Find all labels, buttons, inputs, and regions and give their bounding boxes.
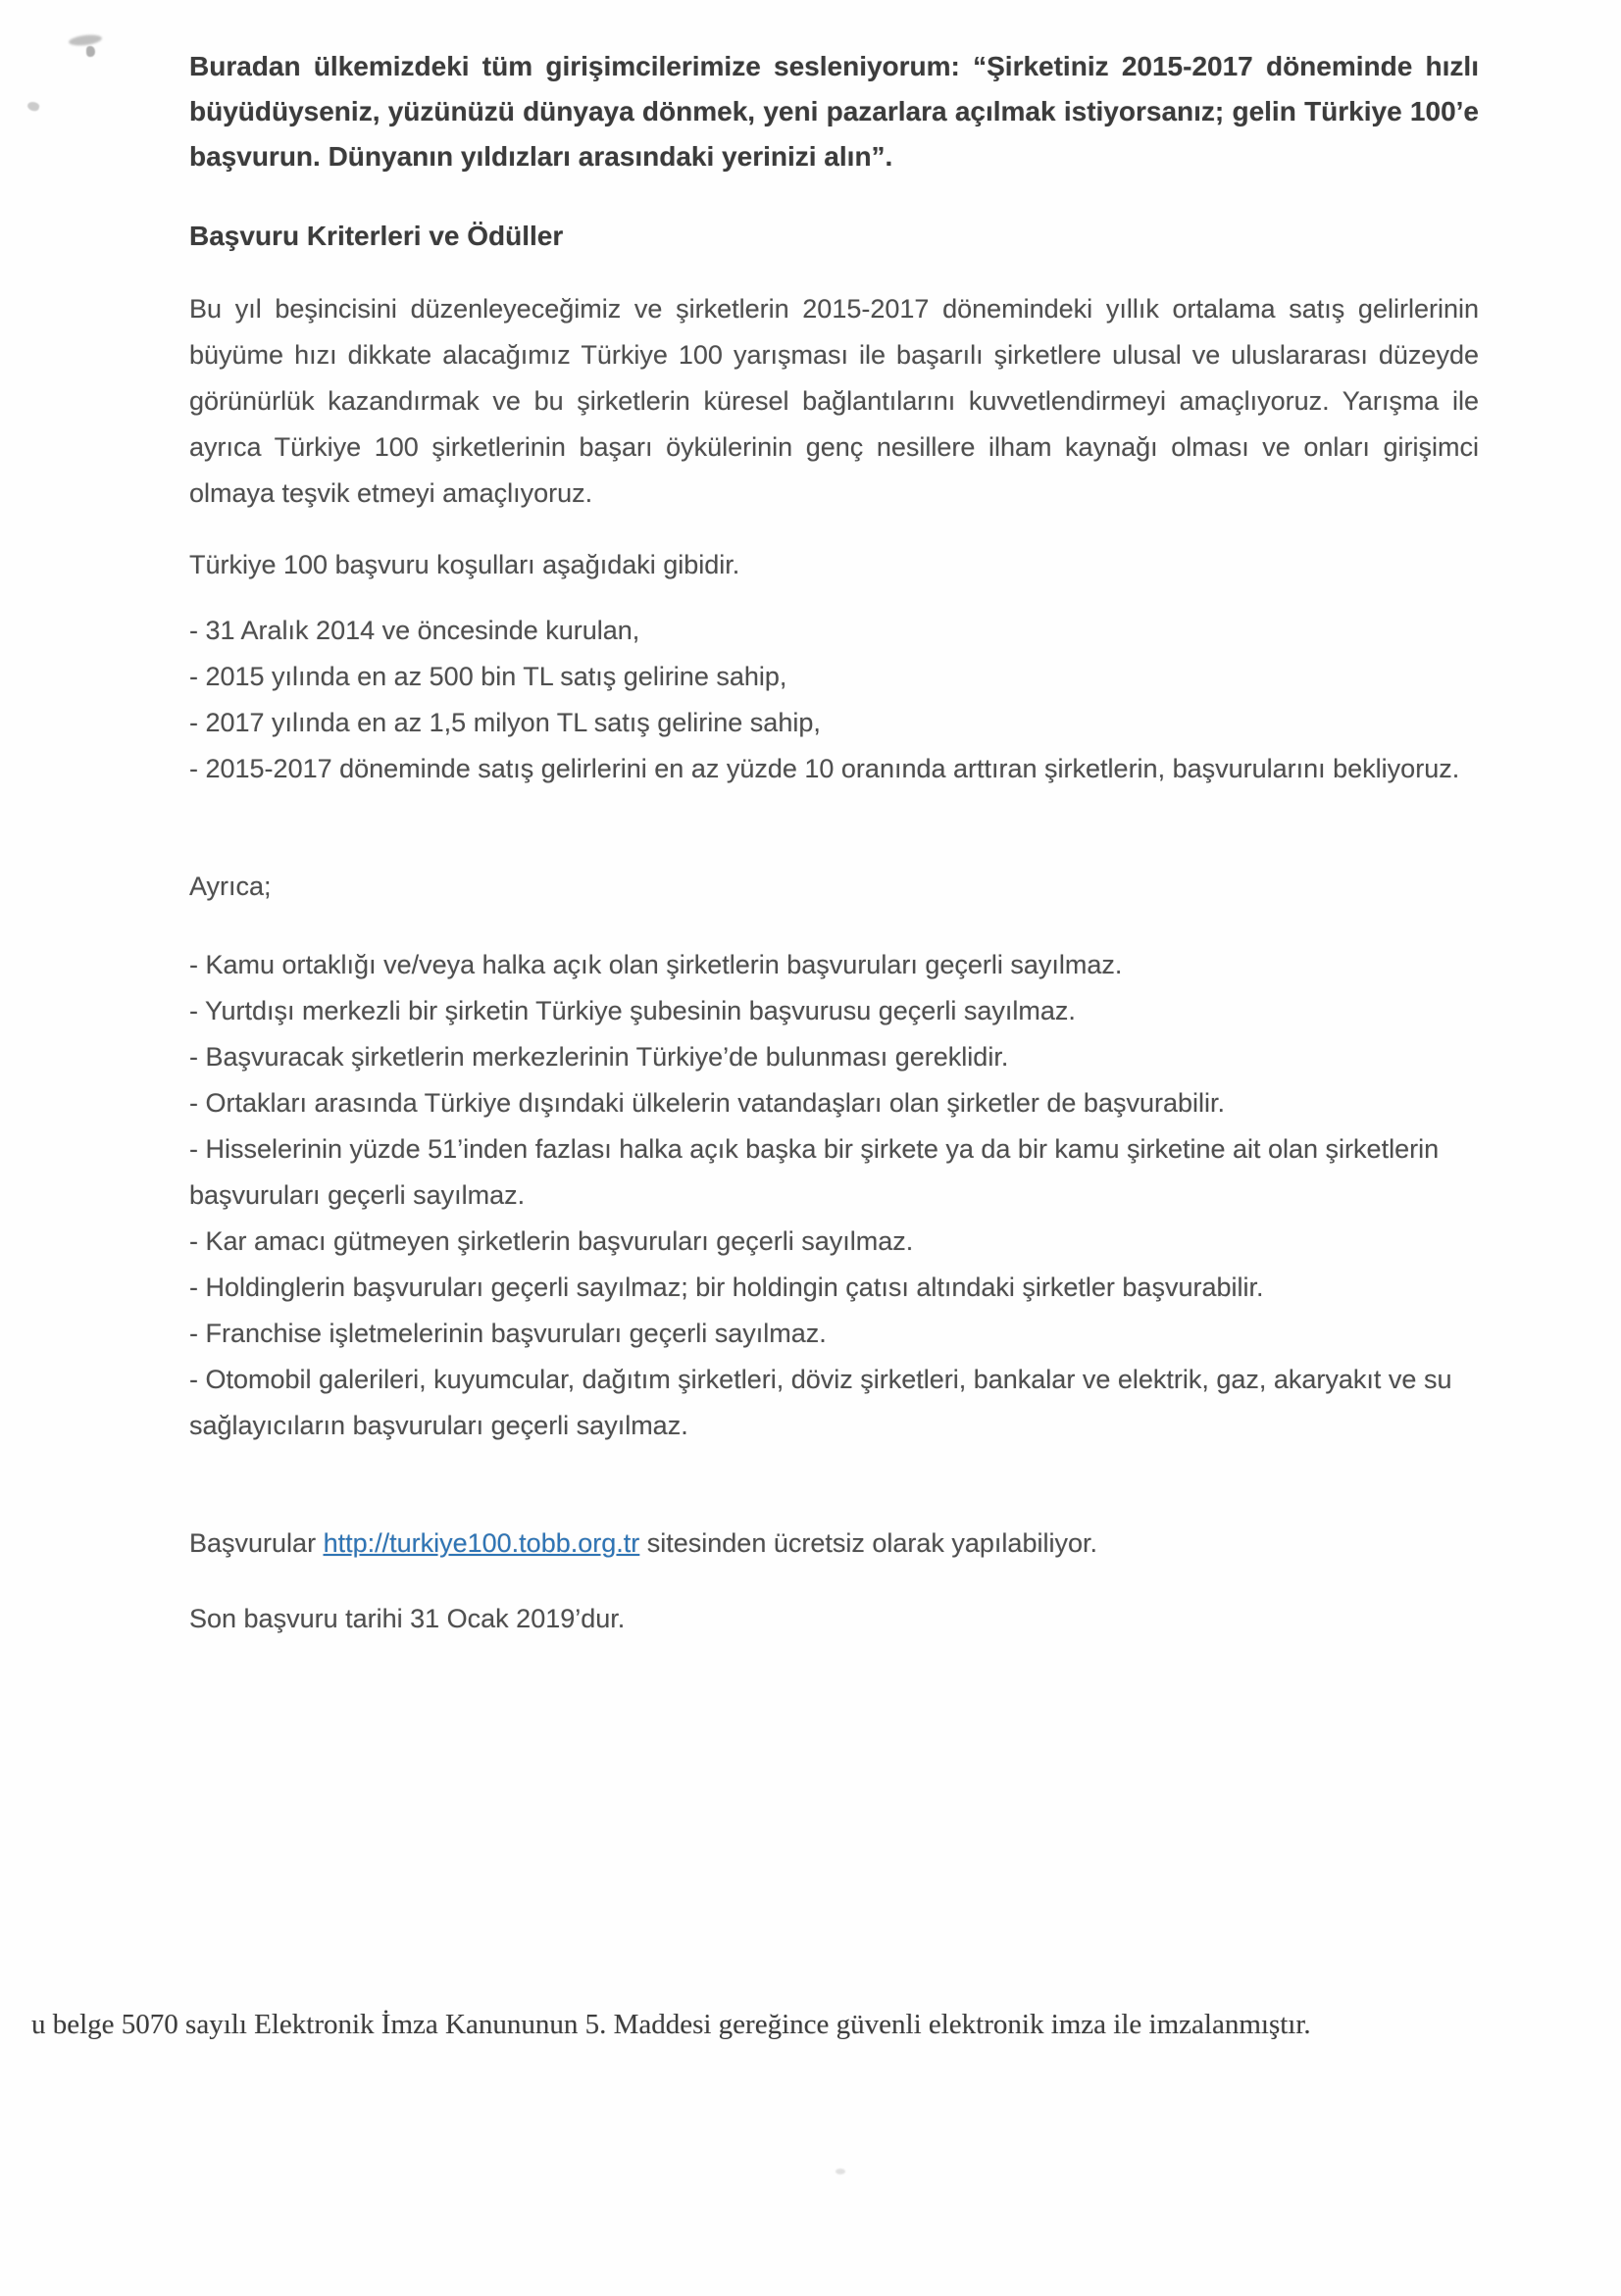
scan-artifact [69, 33, 103, 47]
rule-item: - Ortakları arasında Türkiye dışındaki ülkelerin vatandaşları olan şirketler de başvurabilir. [189, 1088, 1225, 1118]
additional-label: Ayrıca; [189, 872, 272, 901]
intro-paragraph: Buradan ülkemizdeki tüm girişimcilerimize sesleniyorum: “Şirketiniz 2015-2017 döneminde hızlı büyüdüyseniz, yüzünüzü dünyaya dönmek, yeni pazarlara açılmak istiyorsanız; gelin Türkiye 100’e başvurun. Dünyanın yıldızları arasındaki yerinizi alın”. [189, 51, 1479, 172]
scan-artifact [86, 46, 95, 57]
application-prefix: Başvurular [189, 1528, 324, 1558]
additional-rules-list [189, 942, 1479, 1449]
rule-item: - Başvuracak şirketlerin merkezlerinin Türkiye’de bulunması gereklidir. [189, 1042, 1009, 1072]
footer-disclaimer: u belge 5070 sayılı Elektronik İmza Kanununun 5. Maddesi gereğince güvenli elektronik imza ile imzalanmıştır. [31, 2009, 1311, 2040]
application-paragraph [189, 1521, 1479, 1567]
rule-item: - Kar amacı gütmeyen şirketlerin başvuruları geçerli sayılmaz. [189, 1226, 914, 1256]
about-paragraph: Bu yıl beşincisini düzenleyeceğimiz ve şirketlerin 2015-2017 dönemindeki yıllık ortalama satış gelirlerinin büyüme hızı dikkate alacağımız Türkiye 100 yarışması ile başarılı şirketlere ulusal ve uluslararası düzeyde görünürlük kazandırmak ve bu şirketlerin küresel bağlantılarını kuvvetlendirmeyi amaçlıyoruz. Yarışma ile ayrıca Türkiye 100 şirketlerinin başarı öykülerinin genç nesillere ilham kaynağı olması ve onları girişimci olmaya teşvik etmeyi amaçlıyoruz. [189, 294, 1479, 508]
rule-item: - Franchise işletmelerinin başvuruları geçerli sayılmaz. [189, 1319, 827, 1348]
application-link[interactable]: http://turkiye100.tobb.org.tr [323, 1528, 640, 1558]
condition-item: - 31 Aralık 2014 ve öncesinde kurulan, [189, 616, 640, 645]
deadline-paragraph: Son başvuru tarihi 31 Ocak 2019’dur. [189, 1604, 626, 1633]
condition-item: - 2017 yılında en az 1,5 milyon TL satış gelirine sahip, [189, 708, 821, 737]
document-body [189, 44, 1479, 1642]
condition-item: - 2015 yılında en az 500 bin TL satış gelirine sahip, [189, 662, 787, 691]
rule-item: - Yurtdışı merkezli bir şirketin Türkiye şubesinin başvurusu geçerli sayılmaz. [189, 996, 1076, 1025]
scan-artifact [26, 100, 40, 113]
rule-item: - Hisselerinin yüzde 51’inden fazlası halka açık başka bir şirkete ya da bir kamu şirketine ait olan şirketlerin başvuruları geçerli sayılmaz. [189, 1134, 1440, 1210]
rule-item: - Otomobil galerileri, kuyumcular, dağıtım şirketleri, döviz şirketleri, bankalar ve elektrik, gaz, akaryakıt ve su sağlayıcıların başvuruları geçerli sayılmaz. [189, 1365, 1452, 1440]
scan-artifact [836, 2169, 845, 2174]
rule-item: - Kamu ortaklığı ve/veya halka açık olan şirketlerin başvuruları geçerli sayılmaz. [189, 950, 1123, 979]
section-heading: Başvuru Kriterleri ve Ödüller [189, 221, 564, 251]
conditions-intro: Türkiye 100 başvuru koşulları aşağıdaki gibidir. [189, 550, 740, 579]
condition-item: - 2015-2017 döneminde satış gelirlerini en az yüzde 10 oranında arttıran şirketlerin, başvurularını bekliyoruz. [189, 754, 1460, 783]
rule-item: - Holdinglerin başvuruları geçerli sayılmaz; bir holdingin çatısı altındaki şirketler başvurabilir. [189, 1273, 1264, 1302]
application-suffix: sitesinden ücretsiz olarak yapılabiliyor. [639, 1528, 1097, 1558]
conditions-list [189, 608, 1479, 792]
